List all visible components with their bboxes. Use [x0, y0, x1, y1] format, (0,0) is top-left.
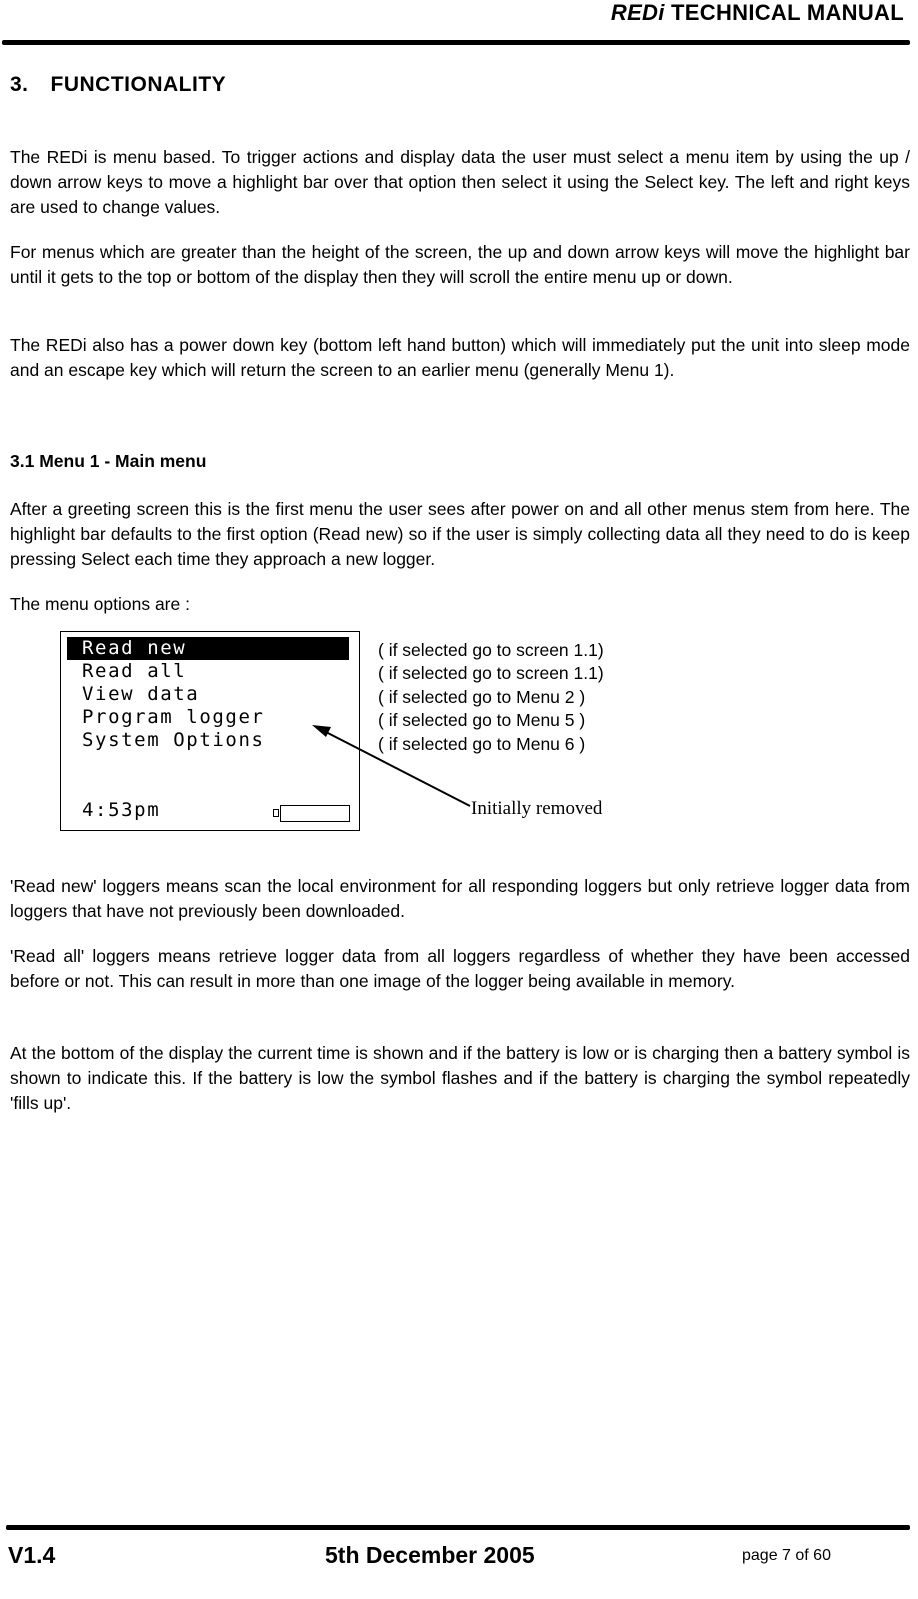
- menu-item-read-new[interactable]: Read new: [67, 637, 349, 660]
- note-read-all: ( if selected go to screen 1.1): [378, 663, 604, 683]
- note-read-new: ( if selected go to screen 1.1): [378, 640, 604, 660]
- menu-item-program-logger[interactable]: Program logger: [82, 706, 265, 728]
- footer-date: 5th December 2005: [325, 1542, 535, 1568]
- footer-version: V1.4: [8, 1542, 56, 1568]
- screen-time: 4:53pm: [82, 799, 161, 821]
- callout-initially-removed: Initially removed: [471, 798, 603, 819]
- menu-item-view-data[interactable]: View data: [82, 683, 200, 705]
- footer-page-number: page 7 of 60: [742, 1547, 831, 1564]
- paragraph-greeting: After a greeting screen this is the first menu the user sees after power on and all other menus stem from here. The highlight bar defaults to the first option (Read new) so if the user is simply collecting data all they need to do is keep pressing Select each time they approach a new logger.: [10, 499, 910, 569]
- note-view-data: ( if selected go to Menu 2 ): [378, 687, 586, 707]
- section-number: 3.: [10, 73, 29, 96]
- paragraph-read-all: 'Read all' loggers means retrieve logger data from all loggers regardless of whether they have been accessed before or not. This can result in more than one image of the logger being available in memory.: [10, 946, 910, 991]
- subsection-heading: 3.1 Menu 1 - Main menu: [10, 451, 207, 471]
- manual-title-prefix: REDi: [610, 0, 665, 25]
- menu-item-system-options[interactable]: System Options: [82, 729, 265, 751]
- footer-rule: [6, 1525, 910, 1530]
- paragraph-scrolling: For menus which are greater than the height of the screen, the up and down arrow keys will move the highlight bar until it gets to the top or bottom of the display then they will scroll the entire menu up or down.: [10, 242, 910, 287]
- menu-item-read-all[interactable]: Read all: [82, 660, 187, 682]
- paragraph-menu-based: The REDi is menu based. To trigger actions and display data the user must select a menu item by using the up / down arrow keys to move a highlight bar over that option then select it using the Select key. The left and right keys are used to change values.: [10, 147, 910, 217]
- callout-arrow-head: [312, 725, 331, 737]
- note-system-options: ( if selected go to Menu 6 ): [378, 734, 586, 754]
- callout-arrow-line: [322, 730, 470, 806]
- paragraph-power-down: The REDi also has a power down key (bottom left hand button) which will immediately put the unit into sleep mode and an escape key which will return the screen to an earlier menu (generally Menu 1).: [10, 335, 910, 380]
- paragraph-menu-options: The menu options are :: [10, 594, 190, 614]
- paragraph-read-new: 'Read new' loggers means scan the local environment for all responding loggers but only retrieve logger data from loggers that have not previously been downloaded.: [10, 876, 910, 921]
- note-program-logger: ( if selected go to Menu 5 ): [378, 710, 586, 730]
- manual-title-suffix: TECHNICAL MANUAL: [664, 0, 904, 25]
- paragraph-battery: At the bottom of the display the current time is shown and if the battery is low or is charging then a battery symbol is shown to indicate this. If the battery is low the symbol flashes and if the battery is charging the symbol repeatedly 'fills up'.: [10, 1043, 910, 1113]
- section-title: FUNCTIONALITY: [50, 73, 227, 96]
